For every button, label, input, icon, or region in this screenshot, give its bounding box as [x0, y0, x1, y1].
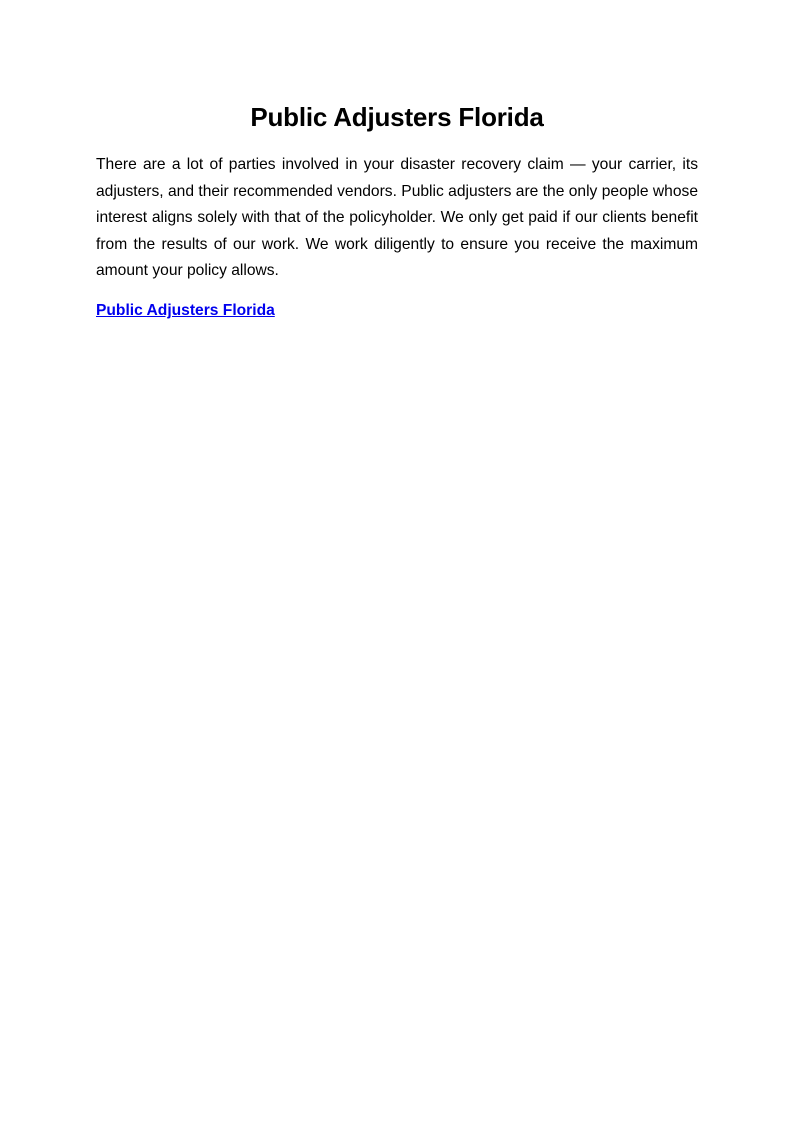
public-adjusters-link[interactable]: Public Adjusters Florida [96, 302, 275, 319]
page-title: Public Adjusters Florida [250, 102, 544, 132]
body-paragraph: There are a lot of parties involved in your disaster recovery claim — your carrier, its adjusters, and their recommended vendors. Public adjusters are the only people whose interest aligns solely with that of the policyholder. We only get paid if our clients benefit from the results of our work. We work diligently to ensure you receive the maximum amount your policy allows. [96, 156, 698, 279]
